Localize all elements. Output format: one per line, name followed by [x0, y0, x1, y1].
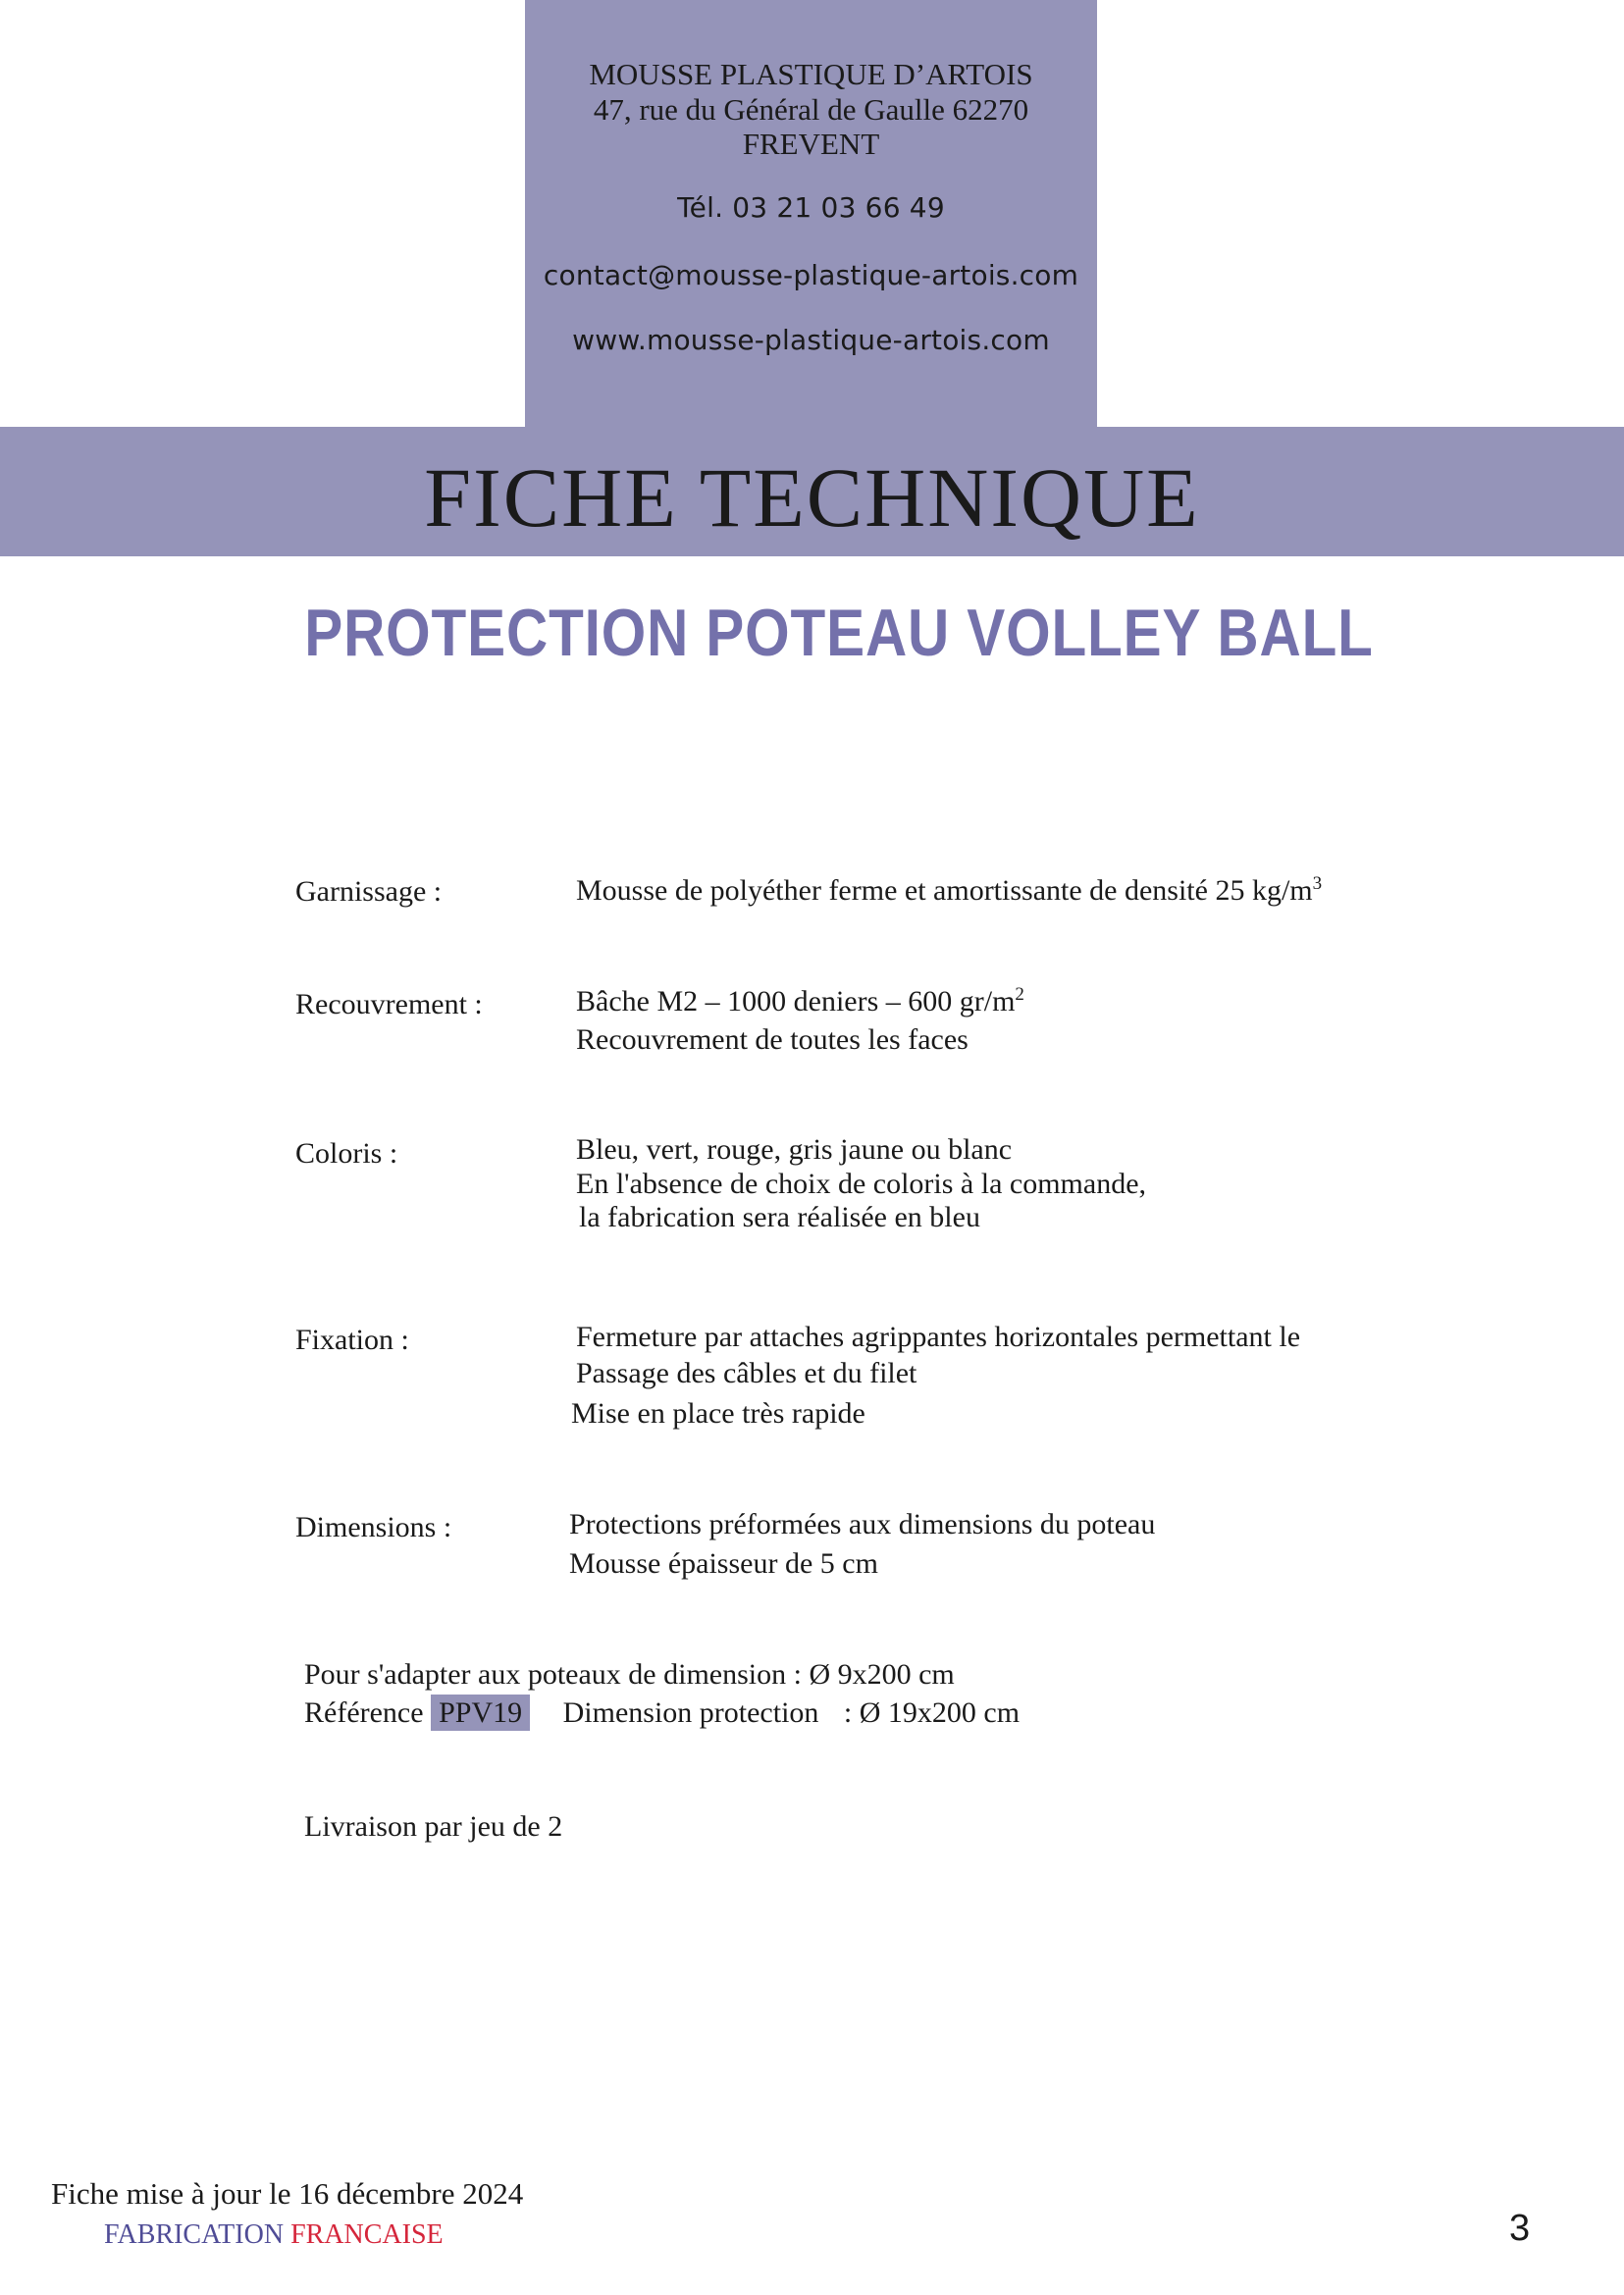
- company-city: FREVENT: [742, 127, 880, 161]
- company-website[interactable]: www.mousse-plastique-artois.com: [572, 324, 1050, 356]
- spec-value-fixation-3: Mise en place très rapide: [571, 1397, 865, 1430]
- spec-label-coloris: Coloris :: [295, 1137, 398, 1170]
- protection-dimension-value: : Ø 19x200 cm: [843, 1696, 1021, 1729]
- product-title: PROTECTION POTEAU VOLLEY BALL: [304, 596, 1374, 670]
- spec-value-coloris-1: Bleu, vert, rouge, gris jaune ou blanc: [576, 1133, 1013, 1166]
- spec-value-coloris-2: En l'absence de choix de coloris à la commande,: [576, 1168, 1147, 1200]
- reference-code: PPV19: [431, 1695, 530, 1731]
- francaise-word: FRANCAISE: [290, 2219, 444, 2250]
- garnissage-unit-exponent: 3: [1312, 873, 1323, 894]
- garnissage-text: Mousse de polyéther ferme et amortissante de densité 25 kg/m: [576, 874, 1313, 907]
- company-phone: Tél. 03 21 03 66 49: [677, 191, 945, 224]
- adapt-dimension-line: Pour s'adapter aux poteaux de dimension : Ø 9x200 cm: [304, 1658, 955, 1691]
- spec-value-garnissage: [576, 873, 1322, 908]
- spec-value-recouvrement-2: Recouvrement de toutes les faces: [576, 1023, 969, 1056]
- made-in-france: [104, 2219, 444, 2251]
- spec-value-fixation-2: Passage des câbles et du filet: [576, 1357, 917, 1389]
- reference-line: [304, 1696, 1020, 1730]
- update-date: Fiche mise à jour le 16 décembre 2024: [51, 2176, 524, 2211]
- company-header-box: [525, 0, 1097, 427]
- company-email[interactable]: contact@mousse-plastique-artois.com: [543, 259, 1079, 291]
- title-band: [0, 427, 1624, 556]
- protection-dimension-label: Dimension protection: [562, 1696, 819, 1729]
- spec-value-dimensions-1: Protections préformées aux dimensions du poteau: [569, 1508, 1156, 1540]
- document-title: FICHE TECHNIQUE: [424, 450, 1200, 545]
- spec-label-garnissage: Garnissage :: [295, 875, 443, 908]
- company-name: MOUSSE PLASTIQUE D’ARTOIS: [589, 57, 1033, 91]
- spec-value-dimensions-2: Mousse épaisseur de 5 cm: [569, 1547, 878, 1580]
- spec-value-recouvrement-1: [576, 984, 1024, 1018]
- delivery-info: Livraison par jeu de 2: [304, 1810, 563, 1843]
- page-number: 3: [1509, 2208, 1531, 2249]
- spec-value-fixation-1: Fermeture par attaches agrippantes horizontales permettant le: [576, 1321, 1301, 1353]
- spec-label-fixation: Fixation :: [295, 1324, 409, 1356]
- spec-label-dimensions: Dimensions :: [295, 1511, 452, 1543]
- spec-label-recouvrement: Recouvrement :: [295, 988, 483, 1020]
- spec-value-coloris-3: la fabrication sera réalisée en bleu: [579, 1201, 980, 1233]
- fabrication-word: FABRICATION: [104, 2219, 285, 2250]
- company-address: 47, rue du Général de Gaulle 62270: [593, 92, 1029, 127]
- recouvrement-text: Bâche M2 – 1000 deniers – 600 gr/m: [576, 985, 1016, 1017]
- reference-label: Référence: [304, 1696, 424, 1729]
- recouvrement-unit-exponent: 2: [1015, 984, 1024, 1005]
